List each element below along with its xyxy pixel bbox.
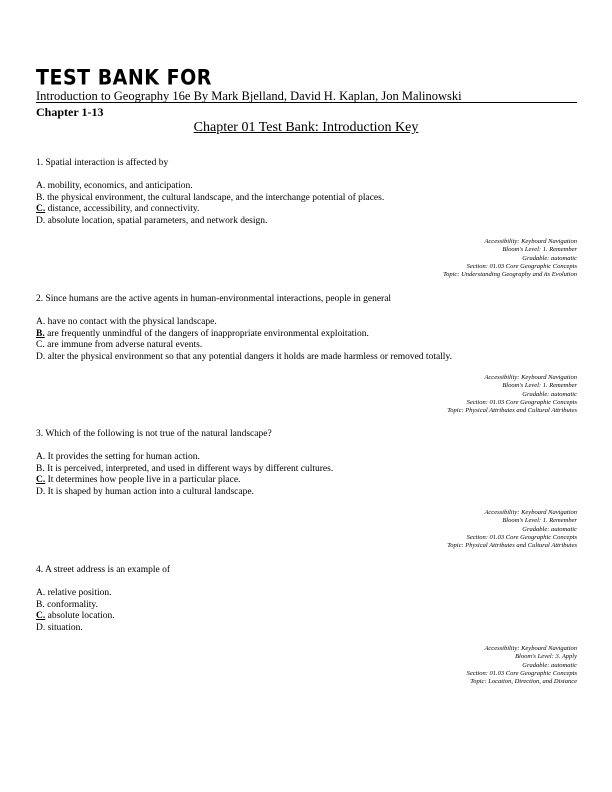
answer-option — [36, 464, 577, 476]
option-text: It provides the setting for human action. — [45, 452, 200, 462]
meta-blooms-level: Bloom's Level: 1. Remember — [502, 246, 577, 254]
meta-blooms-level: Bloom's Level: 1. Remember — [502, 517, 577, 525]
question-stem: 4. A street address is an example of — [36, 565, 171, 575]
meta-topic: Topic: Understanding Geography and its Evolution — [443, 270, 577, 278]
answer-options — [36, 317, 577, 363]
meta-accessibility: Accessibility: Keyboard Navigation — [484, 509, 577, 517]
option-text: are frequently unmindful of the dangers of inappropriate environmental exploitation. — [44, 328, 369, 339]
option-letter: C. — [36, 340, 45, 351]
correct-option-letter: C. — [36, 611, 46, 622]
question-stem: 2. Since humans are the active agents in human-environmental interactions, people in general — [36, 294, 392, 304]
question-metadata — [36, 238, 577, 278]
option-letter: D. — [36, 486, 46, 497]
answer-option — [36, 340, 577, 352]
option-letter: A. — [36, 588, 46, 598]
meta-accessibility: Accessibility: Keyboard Navigation — [484, 645, 577, 653]
option-letter: B. — [36, 192, 45, 203]
meta-blooms-level: Bloom's Level: 3. Apply — [515, 653, 577, 661]
option-text: It determines how people live in a particular place. — [45, 475, 241, 486]
option-text: distance, accessibility, and connectivity. — [45, 204, 200, 215]
meta-gradable: Gradable: automatic — [522, 390, 577, 398]
answer-option — [36, 181, 577, 193]
correct-option-letter: B. — [36, 328, 45, 339]
option-letter: A. — [36, 181, 46, 191]
book-subtitle: Introduction to Geography 16e By Mark Bjelland, David H. Kaplan, Jon Malinowski — [36, 89, 462, 103]
option-text: the physical environment, the cultural landscape, and the interchange potential of places. — [44, 192, 385, 203]
question-stem: 3. Which of the following is not true of the natural landscape? — [36, 429, 272, 439]
option-letter: D. — [36, 351, 46, 362]
answer-option — [36, 487, 577, 499]
meta-topic: Topic: Physical Attributes and Cultural Attributes — [447, 406, 577, 414]
option-letter: A. — [36, 317, 46, 327]
option-text: It is shaped by human action into a cultural landscape. — [45, 486, 254, 497]
meta-topic: Topic: Physical Attributes and Cultural Attributes — [447, 541, 577, 549]
meta-section: Section: 01.03 Core Geographic Concepts — [466, 669, 577, 677]
meta-section: Section: 01.03 Core Geographic Concepts — [466, 533, 577, 541]
question-block — [36, 157, 577, 279]
answer-option — [36, 352, 577, 364]
answer-option — [36, 475, 577, 487]
banner-title: TEST BANK FOR — [36, 66, 212, 91]
option-text: alter the physical environment so that any potential dangers it holds are made harmless or removed totally. — [45, 351, 452, 362]
option-letter: A. — [36, 452, 46, 462]
answer-options — [36, 588, 577, 634]
correct-option-letter: C. — [36, 475, 46, 486]
answer-option — [36, 611, 577, 623]
answer-option — [36, 623, 577, 635]
header-rule — [36, 102, 577, 103]
answer-options — [36, 181, 577, 227]
option-letter: D. — [36, 622, 46, 633]
option-text: conformality. — [44, 599, 98, 610]
question-block — [36, 564, 577, 686]
answer-option — [36, 588, 577, 600]
meta-topic: Topic: Location, Direction, and Distance — [470, 677, 577, 685]
answer-option — [36, 216, 577, 228]
answer-options — [36, 452, 577, 498]
option-text: mobility, economics, and anticipation. — [45, 181, 193, 191]
meta-gradable: Gradable: automatic — [522, 661, 577, 669]
answer-option — [36, 204, 577, 216]
answer-option — [36, 317, 577, 329]
option-letter: D. — [36, 215, 46, 226]
meta-section: Section: 01.03 Core Geographic Concepts — [466, 262, 577, 270]
correct-option-letter: C. — [36, 204, 46, 215]
meta-accessibility: Accessibility: Keyboard Navigation — [484, 238, 577, 246]
answer-option — [36, 452, 577, 464]
option-text: are immune from adverse natural events. — [44, 340, 203, 351]
meta-blooms-level: Bloom's Level: 1. Remember — [502, 382, 577, 390]
question-stem: 1. Spatial interaction is affected by — [36, 158, 169, 168]
question-block — [36, 293, 577, 415]
meta-gradable: Gradable: automatic — [522, 254, 577, 262]
option-text: absolute location. — [45, 611, 115, 622]
key-title: Chapter 01 Test Bank: Introduction Key — [193, 120, 419, 135]
option-text: relative position. — [45, 588, 112, 598]
chapter-label: Chapter 1-13 — [36, 105, 104, 119]
option-text: have no contact with the physical landscape. — [45, 317, 217, 327]
option-text: situation. — [45, 622, 83, 633]
question-metadata — [36, 509, 577, 549]
answer-option — [36, 193, 577, 205]
question-metadata — [36, 374, 577, 414]
option-letter: B. — [36, 463, 45, 474]
meta-gradable: Gradable: automatic — [522, 525, 577, 533]
option-text: It is perceived, interpreted, and used in different ways by different cultures. — [44, 463, 334, 474]
answer-option — [36, 600, 577, 612]
answer-option — [36, 329, 577, 341]
meta-section: Section: 01.03 Core Geographic Concepts — [466, 398, 577, 406]
question-metadata — [36, 645, 577, 685]
question-block — [36, 428, 577, 550]
option-letter: B. — [36, 599, 45, 610]
meta-accessibility: Accessibility: Keyboard Navigation — [484, 374, 577, 382]
option-text: absolute location, spatial parameters, and network design. — [45, 215, 268, 226]
